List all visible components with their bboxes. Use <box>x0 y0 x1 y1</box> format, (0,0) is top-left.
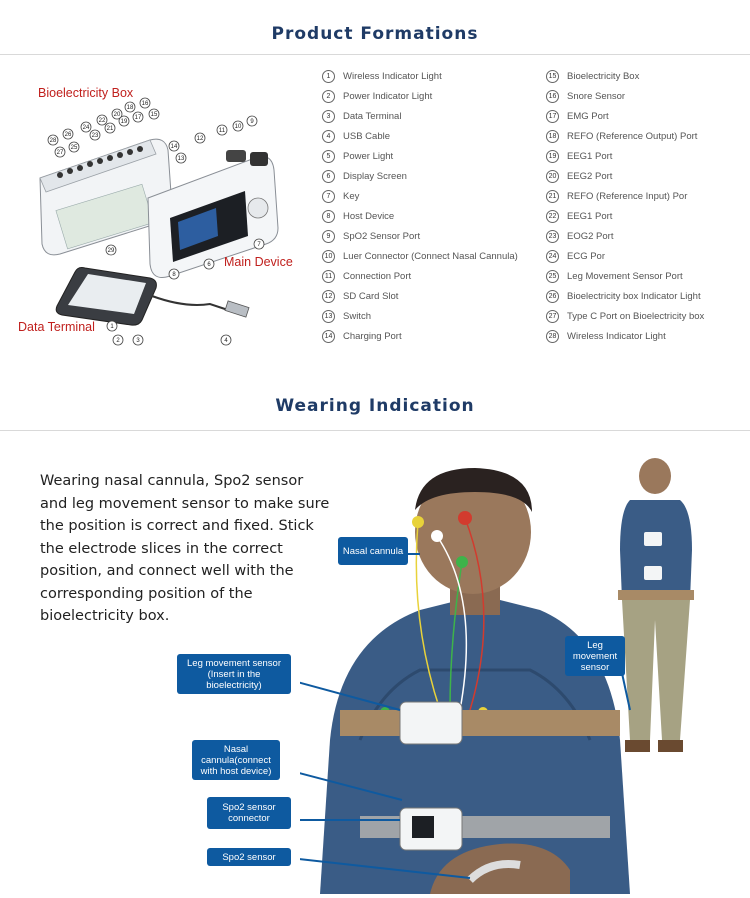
svg-text:12: 12 <box>196 136 204 142</box>
svg-text:20: 20 <box>113 112 121 118</box>
svg-text:8: 8 <box>172 272 176 278</box>
svg-text:9: 9 <box>250 119 254 125</box>
part-number: 25 <box>546 270 559 283</box>
part-number: 26 <box>546 290 559 303</box>
marker-22 <box>97 115 107 125</box>
data-terminal-drawing <box>56 268 249 326</box>
part-number: 15 <box>546 70 559 83</box>
part-number: 8 <box>322 210 335 223</box>
part-number: 11 <box>322 270 335 283</box>
svg-text:29: 29 <box>107 248 115 254</box>
svg-text:4: 4 <box>224 338 228 344</box>
part-item <box>322 146 518 166</box>
part-label: EEG2 Port <box>567 170 613 182</box>
marker-2 <box>113 335 123 345</box>
part-item <box>546 306 704 326</box>
svg-text:2: 2 <box>116 338 120 344</box>
part-number: 12 <box>322 290 335 303</box>
part-label: Wireless Indicator Light <box>343 70 442 82</box>
svg-text:27: 27 <box>56 150 64 156</box>
svg-text:16: 16 <box>141 101 149 107</box>
part-label: Data Terminal <box>343 110 402 122</box>
wearing-instructions: Wearing nasal cannula, Spo2 sensor and leg movement sensor to make sure the position is correct and fixed. Stick the electrode slices in the correct position, and connect well with the corresponding position of the bioelectricity box. <box>40 473 330 624</box>
part-item <box>322 326 518 346</box>
svg-text:11: 11 <box>218 128 226 134</box>
part-number: 13 <box>322 310 335 323</box>
part-label: EEG1 Port <box>567 150 613 162</box>
svg-text:18: 18 <box>126 105 134 111</box>
part-label: Power Light <box>343 150 394 162</box>
svg-text:3: 3 <box>136 338 140 344</box>
part-label: SpO2 Sensor Port <box>343 230 421 242</box>
part-number: 14 <box>322 330 335 343</box>
part-number: 24 <box>546 250 559 263</box>
person-illustration <box>300 440 750 894</box>
part-item <box>322 106 518 126</box>
part-label: REFO (Reference Output) Port <box>567 130 698 142</box>
part-label: Wireless Indicator Light <box>567 330 666 342</box>
part-number: 3 <box>322 110 335 123</box>
part-item <box>546 186 704 206</box>
part-number: 9 <box>322 230 335 243</box>
marker-21 <box>105 123 115 133</box>
marker-13 <box>176 153 186 163</box>
callout-spo2-sensor: Spo2 sensor <box>207 848 291 866</box>
part-label: Power Indicator Light <box>343 90 433 102</box>
part-label: Host Device <box>343 210 395 222</box>
part-item <box>546 286 704 306</box>
svg-text:1: 1 <box>110 324 114 330</box>
svg-text:6: 6 <box>207 262 211 268</box>
device-illustration <box>0 58 320 358</box>
part-item <box>546 126 704 146</box>
marker-16 <box>140 98 150 108</box>
marker-6 <box>204 259 214 269</box>
wearing-figure <box>300 440 750 894</box>
main-device-label: Main Device <box>224 255 293 269</box>
svg-text:19: 19 <box>120 119 128 125</box>
callout-spo2-connector: Spo2 sensor connector <box>207 797 291 829</box>
part-item <box>322 226 518 246</box>
part-item <box>546 206 704 226</box>
parts-list-right <box>546 66 704 346</box>
svg-text:28: 28 <box>49 138 57 144</box>
part-label: EOG2 Port <box>567 230 614 242</box>
callout-leg-movement-sensor: Leg movement sensor <box>565 636 625 676</box>
product-diagram <box>0 58 320 358</box>
svg-text:17: 17 <box>134 115 142 121</box>
part-label: REFO (Reference Input) Por <box>567 190 688 202</box>
part-number: 5 <box>322 150 335 163</box>
part-item <box>322 66 518 86</box>
part-number: 2 <box>322 90 335 103</box>
part-label: Connection Port <box>343 270 412 282</box>
callout-nasal-cannula: Nasal cannula <box>338 537 408 565</box>
svg-text:24: 24 <box>82 125 90 131</box>
marker-25 <box>69 142 79 152</box>
marker-14 <box>169 141 179 151</box>
marker-18 <box>125 102 135 112</box>
part-number: 21 <box>546 190 559 203</box>
svg-text:14: 14 <box>170 144 178 150</box>
svg-text:26: 26 <box>64 132 72 138</box>
marker-10 <box>233 121 243 131</box>
part-number: 18 <box>546 130 559 143</box>
part-label: EMG Port <box>567 110 609 122</box>
marker-20 <box>112 109 122 119</box>
marker-1 <box>107 321 117 331</box>
part-label: SD Card Slot <box>343 290 399 302</box>
part-number: 7 <box>322 190 335 203</box>
marker-28 <box>48 135 58 145</box>
part-number: 17 <box>546 110 559 123</box>
part-item <box>322 126 518 146</box>
part-label: ECG Por <box>567 250 606 262</box>
bioelectricity-box-label: Bioelectricity Box <box>38 86 134 100</box>
part-label: Type C Port on Bioelectricity box <box>567 310 705 322</box>
part-label: Charging Port <box>343 330 402 342</box>
svg-text:13: 13 <box>177 156 185 162</box>
part-label: Switch <box>343 310 371 322</box>
marker-15 <box>149 109 159 119</box>
part-label: EEG1 Port <box>567 210 613 222</box>
part-label: Bioelectricity Box <box>567 70 640 82</box>
part-label: Leg Movement Sensor Port <box>567 270 683 282</box>
part-number: 6 <box>322 170 335 183</box>
svg-text:21: 21 <box>106 126 114 132</box>
part-item <box>546 326 704 346</box>
part-item <box>322 86 518 106</box>
part-item <box>322 186 518 206</box>
marker-8 <box>169 269 179 279</box>
callout-nasal-cannula-host: Nasal cannula(connect with host device) <box>192 740 280 780</box>
svg-text:15: 15 <box>150 112 158 118</box>
svg-text:25: 25 <box>70 145 78 151</box>
part-item <box>322 206 518 226</box>
part-item <box>546 66 704 86</box>
part-number: 16 <box>546 90 559 103</box>
callout-leg-sensor-insert: Leg movement sensor (Insert in the bioelectricity) <box>177 654 291 694</box>
marker-3 <box>133 335 143 345</box>
part-item <box>322 166 518 186</box>
part-number: 4 <box>322 130 335 143</box>
part-number: 1 <box>322 70 335 83</box>
marker-4 <box>221 335 231 345</box>
marker-7 <box>254 239 264 249</box>
part-item <box>546 226 704 246</box>
svg-text:10: 10 <box>234 124 242 130</box>
svg-text:7: 7 <box>257 242 261 248</box>
part-label: Snore Sensor <box>567 90 626 102</box>
part-label: Display Screen <box>343 170 407 182</box>
marker-27 <box>55 147 65 157</box>
part-item <box>322 246 518 266</box>
part-item <box>322 286 518 306</box>
part-item <box>546 86 704 106</box>
part-number: 22 <box>546 210 559 223</box>
part-item <box>546 146 704 166</box>
part-item <box>546 166 704 186</box>
marker-24 <box>81 122 91 132</box>
data-terminal-label: Data Terminal <box>18 320 95 334</box>
marker-26 <box>63 129 73 139</box>
part-label: USB Cable <box>343 130 390 142</box>
part-item <box>322 266 518 286</box>
marker-29 <box>106 245 116 255</box>
part-label: Key <box>343 190 360 202</box>
part-number: 27 <box>546 310 559 323</box>
marker-9 <box>247 116 257 126</box>
marker-11 <box>217 125 227 135</box>
part-item <box>322 306 518 326</box>
marker-12 <box>195 133 205 143</box>
part-number: 10 <box>322 250 335 263</box>
svg-text:22: 22 <box>98 118 106 124</box>
svg-text:23: 23 <box>91 133 99 139</box>
part-item <box>546 246 704 266</box>
section-divider <box>0 430 750 431</box>
part-number: 20 <box>546 170 559 183</box>
product-formations-title: Product Formations <box>271 24 479 44</box>
part-item <box>546 266 704 286</box>
part-item <box>546 106 704 126</box>
part-number: 19 <box>546 150 559 163</box>
wearing-indication-title: Wearing Indication <box>275 396 475 416</box>
parts-list-left <box>322 66 518 346</box>
part-label: Luer Connector (Connect Nasal Cannula) <box>343 250 518 262</box>
part-label: Bioelectricity box Indicator Light <box>567 290 701 302</box>
part-number: 28 <box>546 330 559 343</box>
marker-17 <box>133 112 143 122</box>
marker-23 <box>90 130 100 140</box>
section-divider <box>0 54 750 55</box>
part-number: 23 <box>546 230 559 243</box>
